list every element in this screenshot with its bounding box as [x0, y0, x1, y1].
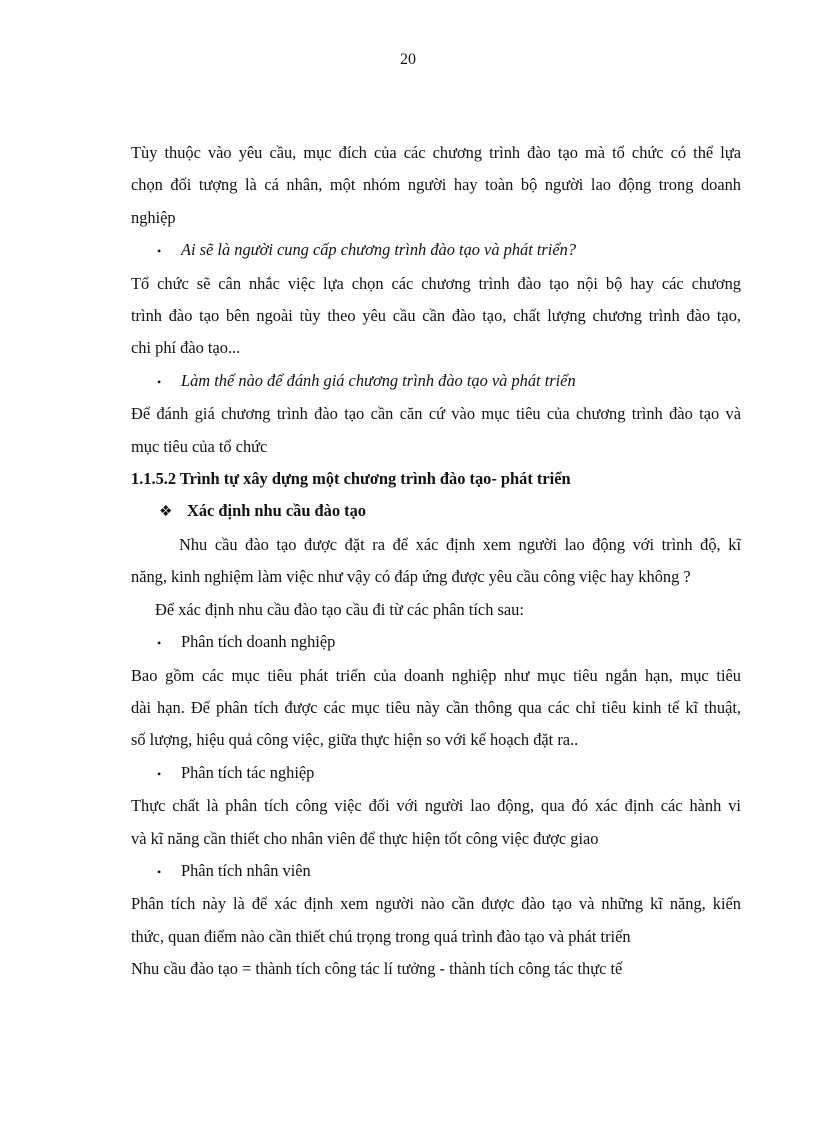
text-line: chi phí đào tạo... [131, 338, 241, 358]
bullet-icon: • [157, 766, 162, 781]
page-number: 20 [400, 51, 416, 68]
bullet-icon: • [157, 636, 162, 651]
bullet-question-provider [131, 234, 741, 267]
bullet-text: Phân tích nhân viên [181, 860, 311, 880]
text-line: Tổ chức sẽ cân nhắc việc lựa chọn các chương trình đào tạo nội bộ hay các chương [131, 273, 741, 293]
bullet-task-analysis [131, 757, 741, 790]
paragraph-target-audience [131, 137, 741, 234]
paragraph-analysis-intro: Để xác định nhu cầu đào tạo cầu đi từ các phân tích sau: [155, 599, 524, 619]
paragraph-employee-analysis [131, 888, 741, 953]
text-line: Tùy thuộc vào yêu cầu, mục đích của các chương trình đào tạo mà tổ chức có thể lựa [131, 143, 741, 162]
bullet-icon: • [157, 864, 162, 879]
text-line: nghiệp [131, 207, 176, 227]
subsection-title: Xác định nhu cầu đào tạo [187, 501, 366, 521]
text-line: thức, quan điểm nào cần thiết chú trọng trong quá trình đào tạo và phát triển [131, 926, 631, 946]
text-line: trình đào tạo bên ngoài tùy theo yêu cầu cần đào tạo, chất lượng chương trình đào tạo, [131, 306, 741, 326]
paragraph-evaluation [131, 398, 741, 463]
text-line: Thực chất là phân tích công việc đối với người lao động, qua đó xác định các hành vi [131, 796, 741, 816]
bullet-icon: • [157, 374, 162, 389]
bullet-text: Phân tích doanh nghiệp [181, 632, 336, 652]
text-line: Để đánh giá chương trình đào tạo cần căn cứ vào mục tiêu của chương trình đào tạo và [131, 404, 741, 424]
text-line: Bao gồm các mục tiêu phát triển của doanh nghiệp như mục tiêu ngắn hạn, mục tiêu [131, 665, 741, 685]
bullet-text: Làm thế nào để đánh giá chương trình đào tạo và phát triển [181, 370, 576, 390]
paragraph-needs-definition [131, 529, 741, 594]
text-line: dài hạn. Để phân tích được các mục tiêu này cần thông qua các chỉ tiêu kinh tế kĩ thuật, [131, 697, 741, 717]
training-needs-formula: Nhu cầu đào tạo = thành tích công tác lí tưởng - thành tích công tác thực tế [131, 959, 623, 979]
paragraph-provider-choice [131, 268, 741, 365]
text-line: Phân tích này là để xác định xem người nào cần được đào tạo và những kĩ năng, kiến [131, 894, 741, 914]
text-line: số lượng, hiệu quả công việc, giữa thực hiện so với kế hoạch đặt ra.. [131, 730, 579, 750]
bullet-icon: • [157, 244, 162, 259]
bullet-text: Phân tích tác nghiệp [181, 762, 315, 782]
text-line: năng, kinh nghiệm làm việc như vậy có đáp ứng được yêu cầu công việc hay không ? [131, 567, 691, 587]
page-content [131, 137, 741, 986]
bullet-text: Ai sẽ là người cung cấp chương trình đào tạo và phát triển? [181, 240, 577, 260]
section-heading: 1.1.5.2 Trình tự xây dựng một chương trình đào tạo- phát triển [131, 469, 571, 489]
diamond-bullet-icon: ❖ [159, 504, 173, 521]
bullet-employee-analysis [131, 855, 741, 888]
paragraph-enterprise-analysis [131, 660, 741, 757]
subsection-heading [131, 495, 741, 528]
text-line: Nhu cầu đào tạo được đặt ra để xác định xem người lao động với trình độ, kĩ [179, 534, 741, 554]
paragraph-task-analysis [131, 790, 741, 855]
text-line: chọn đối tượng là cá nhân, một nhóm người hay toàn bộ người lao động trong doanh [131, 175, 741, 195]
text-line: mục tiêu của tổ chức [131, 436, 268, 456]
text-line: và kĩ năng cần thiết cho nhân viên để thực hiện tốt công việc được giao [131, 828, 599, 848]
bullet-question-evaluation [131, 365, 741, 398]
bullet-enterprise-analysis [131, 626, 741, 659]
